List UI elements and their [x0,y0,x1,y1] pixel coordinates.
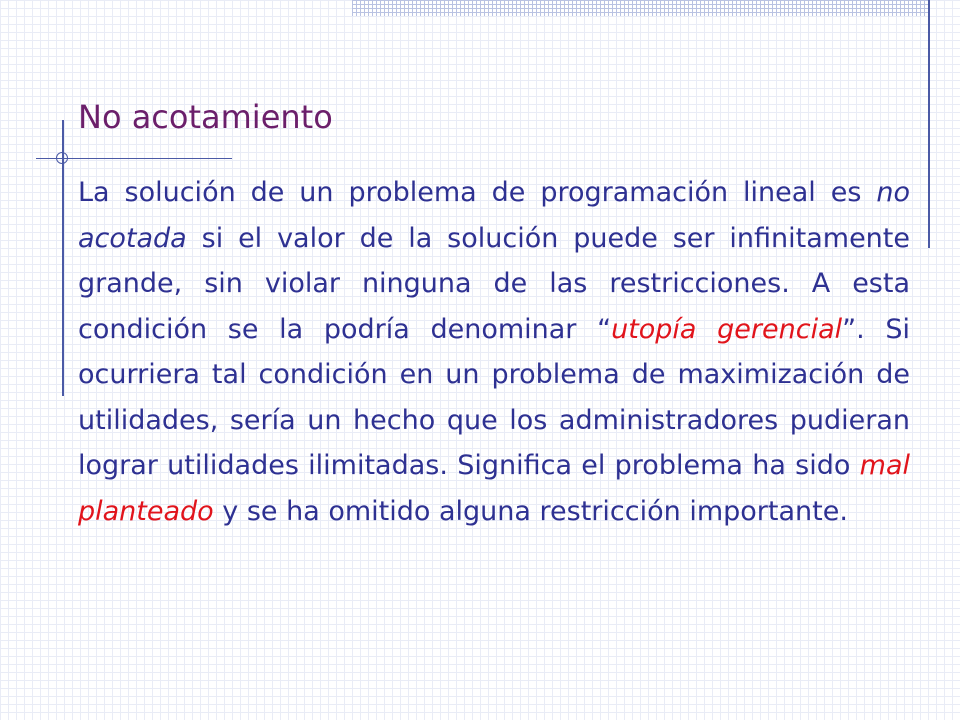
body-text-segment: y se ha omitido alguna restricción importante. [213,495,848,527]
decorative-top-bar [352,0,930,16]
decorative-vertical-line [928,0,930,248]
slide-title: No acotamiento [78,98,333,136]
body-text-segment: ”. Si ocurriera tal condición en un problema de maximización de utilidades, sería un hecho que los administradores pudieran lograr utilidades ilimitadas. Significa el problema ha sido [78,313,911,481]
body-text-segment: si el valor de la solución puede ser infinitamente grande, sin violar ninguna de las restricciones. A esta condición se la podría denominar “ [78,222,910,345]
decorative-circle-icon [56,152,68,164]
body-text-segment: La solución de un problema de programación lineal es [78,177,877,208]
body-emphasis-term: utopía gerencial [611,313,843,345]
body-emphasis-term: mal planteado [78,450,910,527]
slide-body-paragraph [78,170,910,534]
body-italic-term: no acotada [78,177,910,254]
